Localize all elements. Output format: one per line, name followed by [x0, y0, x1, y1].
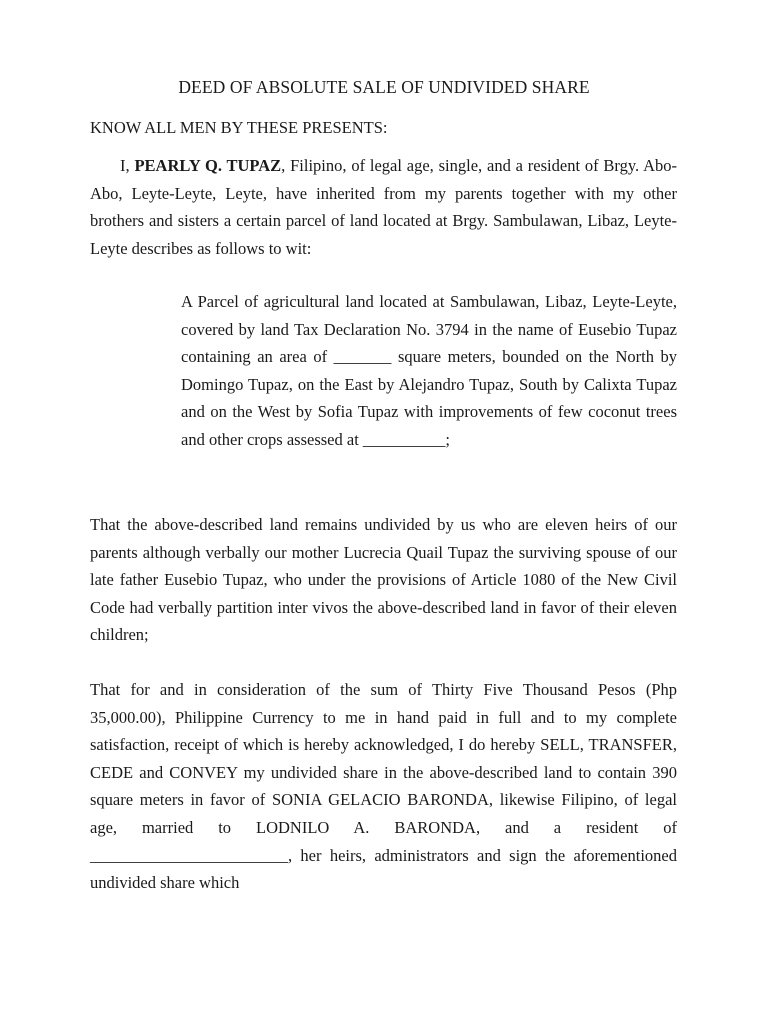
opening-text: , Filipino, of legal age, single, and a resident of Brgy. Abo-Abo, Leyte-Leyte, Leyte, have inherited from my parents together with my other brothers and sisters a certain parcel of land located at Brgy. Sambulawan, Libaz, Leyte-Leyte describes as follows to wit: — [90, 156, 677, 258]
opening-paragraph — [90, 152, 677, 262]
consideration-paragraph: That for and in consideration of the sum of Thirty Five Thousand Pesos (Php 35,000.00), Philippine Currency to me in hand paid in full and to my complete satisfaction, receipt of which is hereby acknowledged, I do hereby SELL, TRANSFER, CEDE and CONVEY my undivided share in the above-described land to contain 390 square meters in favor of SONIA GELACIO BARONDA, likewise Filipino, of legal age, married to LODNILO A. BARONDA, and a resident of ________________________, her heirs, administrators and sign the aforementioned undivided share which — [90, 680, 677, 893]
document-title: DEED OF ABSOLUTE SALE OF UNDIVIDED SHARE — [178, 77, 590, 97]
undivided-land-paragraph: That the above-described land remains undivided by us who are eleven heirs of our parents although verbally our mother Lucrecia Quail Tupaz the surviving spouse of our late father Eusebio Tupaz, who under the provisions of Article 1080 of the New Civil Code had verbally partition inter vivos the above-described land in favor of their eleven children; — [90, 515, 677, 645]
salutation: KNOW ALL MEN BY THESE PRESENTS: — [90, 118, 388, 137]
property-description: A Parcel of agricultural land located at Sambulawan, Libaz, Leyte-Leyte, covered by land Tax Declaration No. 3794 in the name of Eusebio Tupaz containing an area of _______ square meters, bounded on the North by Domingo Tupaz, on the East by Alejandro Tupaz, South by Calixta Tupaz and on the West by Sofia Tupaz with improvements of few coconut trees and other crops assessed at __________; — [181, 292, 677, 449]
vendor-name: PEARLY Q. TUPAZ — [134, 156, 282, 175]
opening-prefix: I, — [120, 156, 135, 175]
